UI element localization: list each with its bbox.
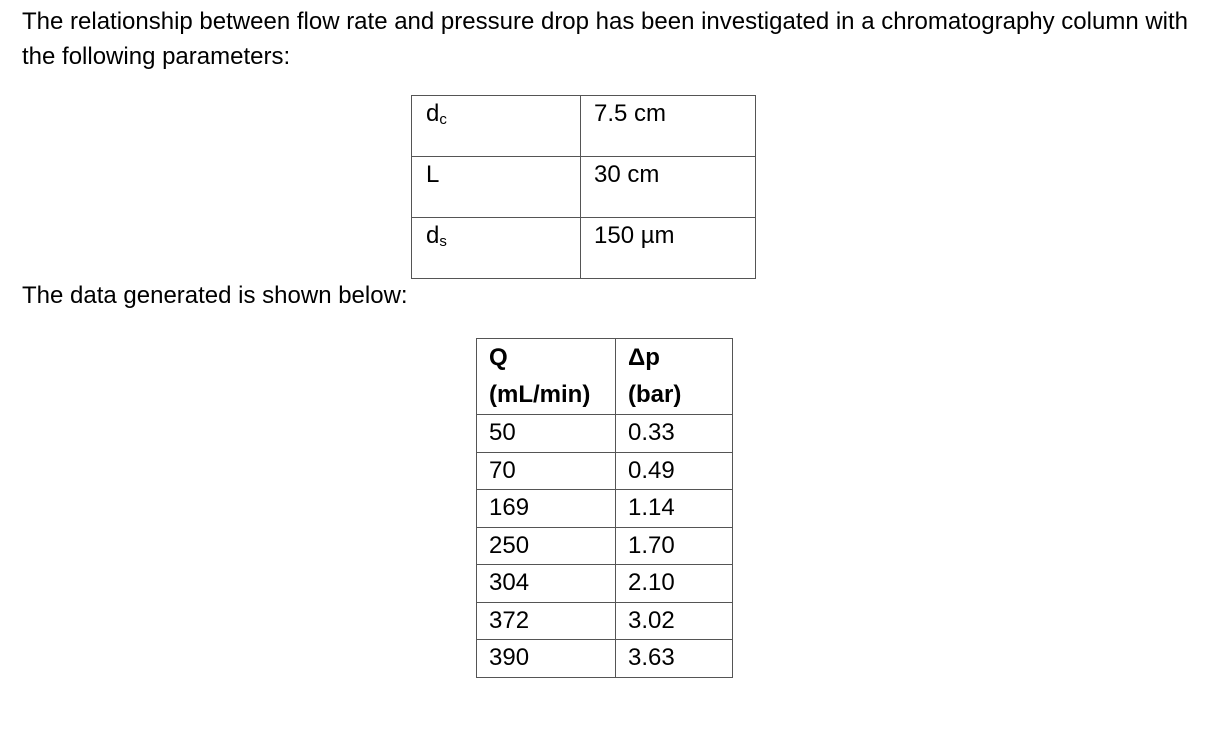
parameter-value: 30 cm xyxy=(581,157,756,218)
symbol-letter: L xyxy=(426,161,440,188)
table-row xyxy=(477,452,733,490)
cell-flow-rate: 70 xyxy=(477,452,616,490)
header-row-top xyxy=(477,339,733,377)
data-caption: The data generated is shown below: xyxy=(22,282,408,309)
cell-pressure-drop: 0.33 xyxy=(616,415,733,453)
table-row xyxy=(477,490,733,528)
cell-pressure-drop: 0.49 xyxy=(616,452,733,490)
table-row xyxy=(477,640,733,678)
table-row xyxy=(477,602,733,640)
symbol-letter: d xyxy=(426,100,440,127)
parameter-row xyxy=(412,96,756,157)
data-table xyxy=(476,338,733,678)
symbol-letter: d xyxy=(426,222,440,249)
cell-pressure-drop: 1.70 xyxy=(616,527,733,565)
column-header-q: Q xyxy=(477,339,616,377)
cell-flow-rate: 50 xyxy=(477,415,616,453)
cell-flow-rate: 372 xyxy=(477,602,616,640)
column-unit-dp: (bar) xyxy=(616,377,733,415)
intro-text: The relationship between flow rate and pressure drop has been investigated in a chromatography column with the following parameters: xyxy=(22,8,1189,70)
column-header-dp: Δp xyxy=(616,339,733,377)
parameter-symbol xyxy=(412,157,581,218)
parameter-value: 7.5 cm xyxy=(581,96,756,157)
table-row xyxy=(477,415,733,453)
symbol-subscript: c xyxy=(439,111,447,128)
table-row xyxy=(477,565,733,603)
parameters-table xyxy=(411,95,756,279)
cell-pressure-drop: 3.02 xyxy=(616,602,733,640)
parameter-row xyxy=(412,157,756,218)
cell-flow-rate: 250 xyxy=(477,527,616,565)
parameter-symbol xyxy=(412,218,581,279)
cell-flow-rate: 169 xyxy=(477,490,616,528)
parameter-value: 150 µm xyxy=(581,218,756,279)
table-row xyxy=(477,527,733,565)
cell-flow-rate: 390 xyxy=(477,640,616,678)
parameter-symbol xyxy=(412,96,581,157)
symbol-subscript: s xyxy=(439,233,447,250)
cell-flow-rate: 304 xyxy=(477,565,616,603)
column-unit-q: (mL/min) xyxy=(477,377,616,415)
cell-pressure-drop: 2.10 xyxy=(616,565,733,603)
parameter-row xyxy=(412,218,756,279)
cell-pressure-drop: 3.63 xyxy=(616,640,733,678)
cell-pressure-drop: 1.14 xyxy=(616,490,733,528)
header-row-units xyxy=(477,377,733,415)
